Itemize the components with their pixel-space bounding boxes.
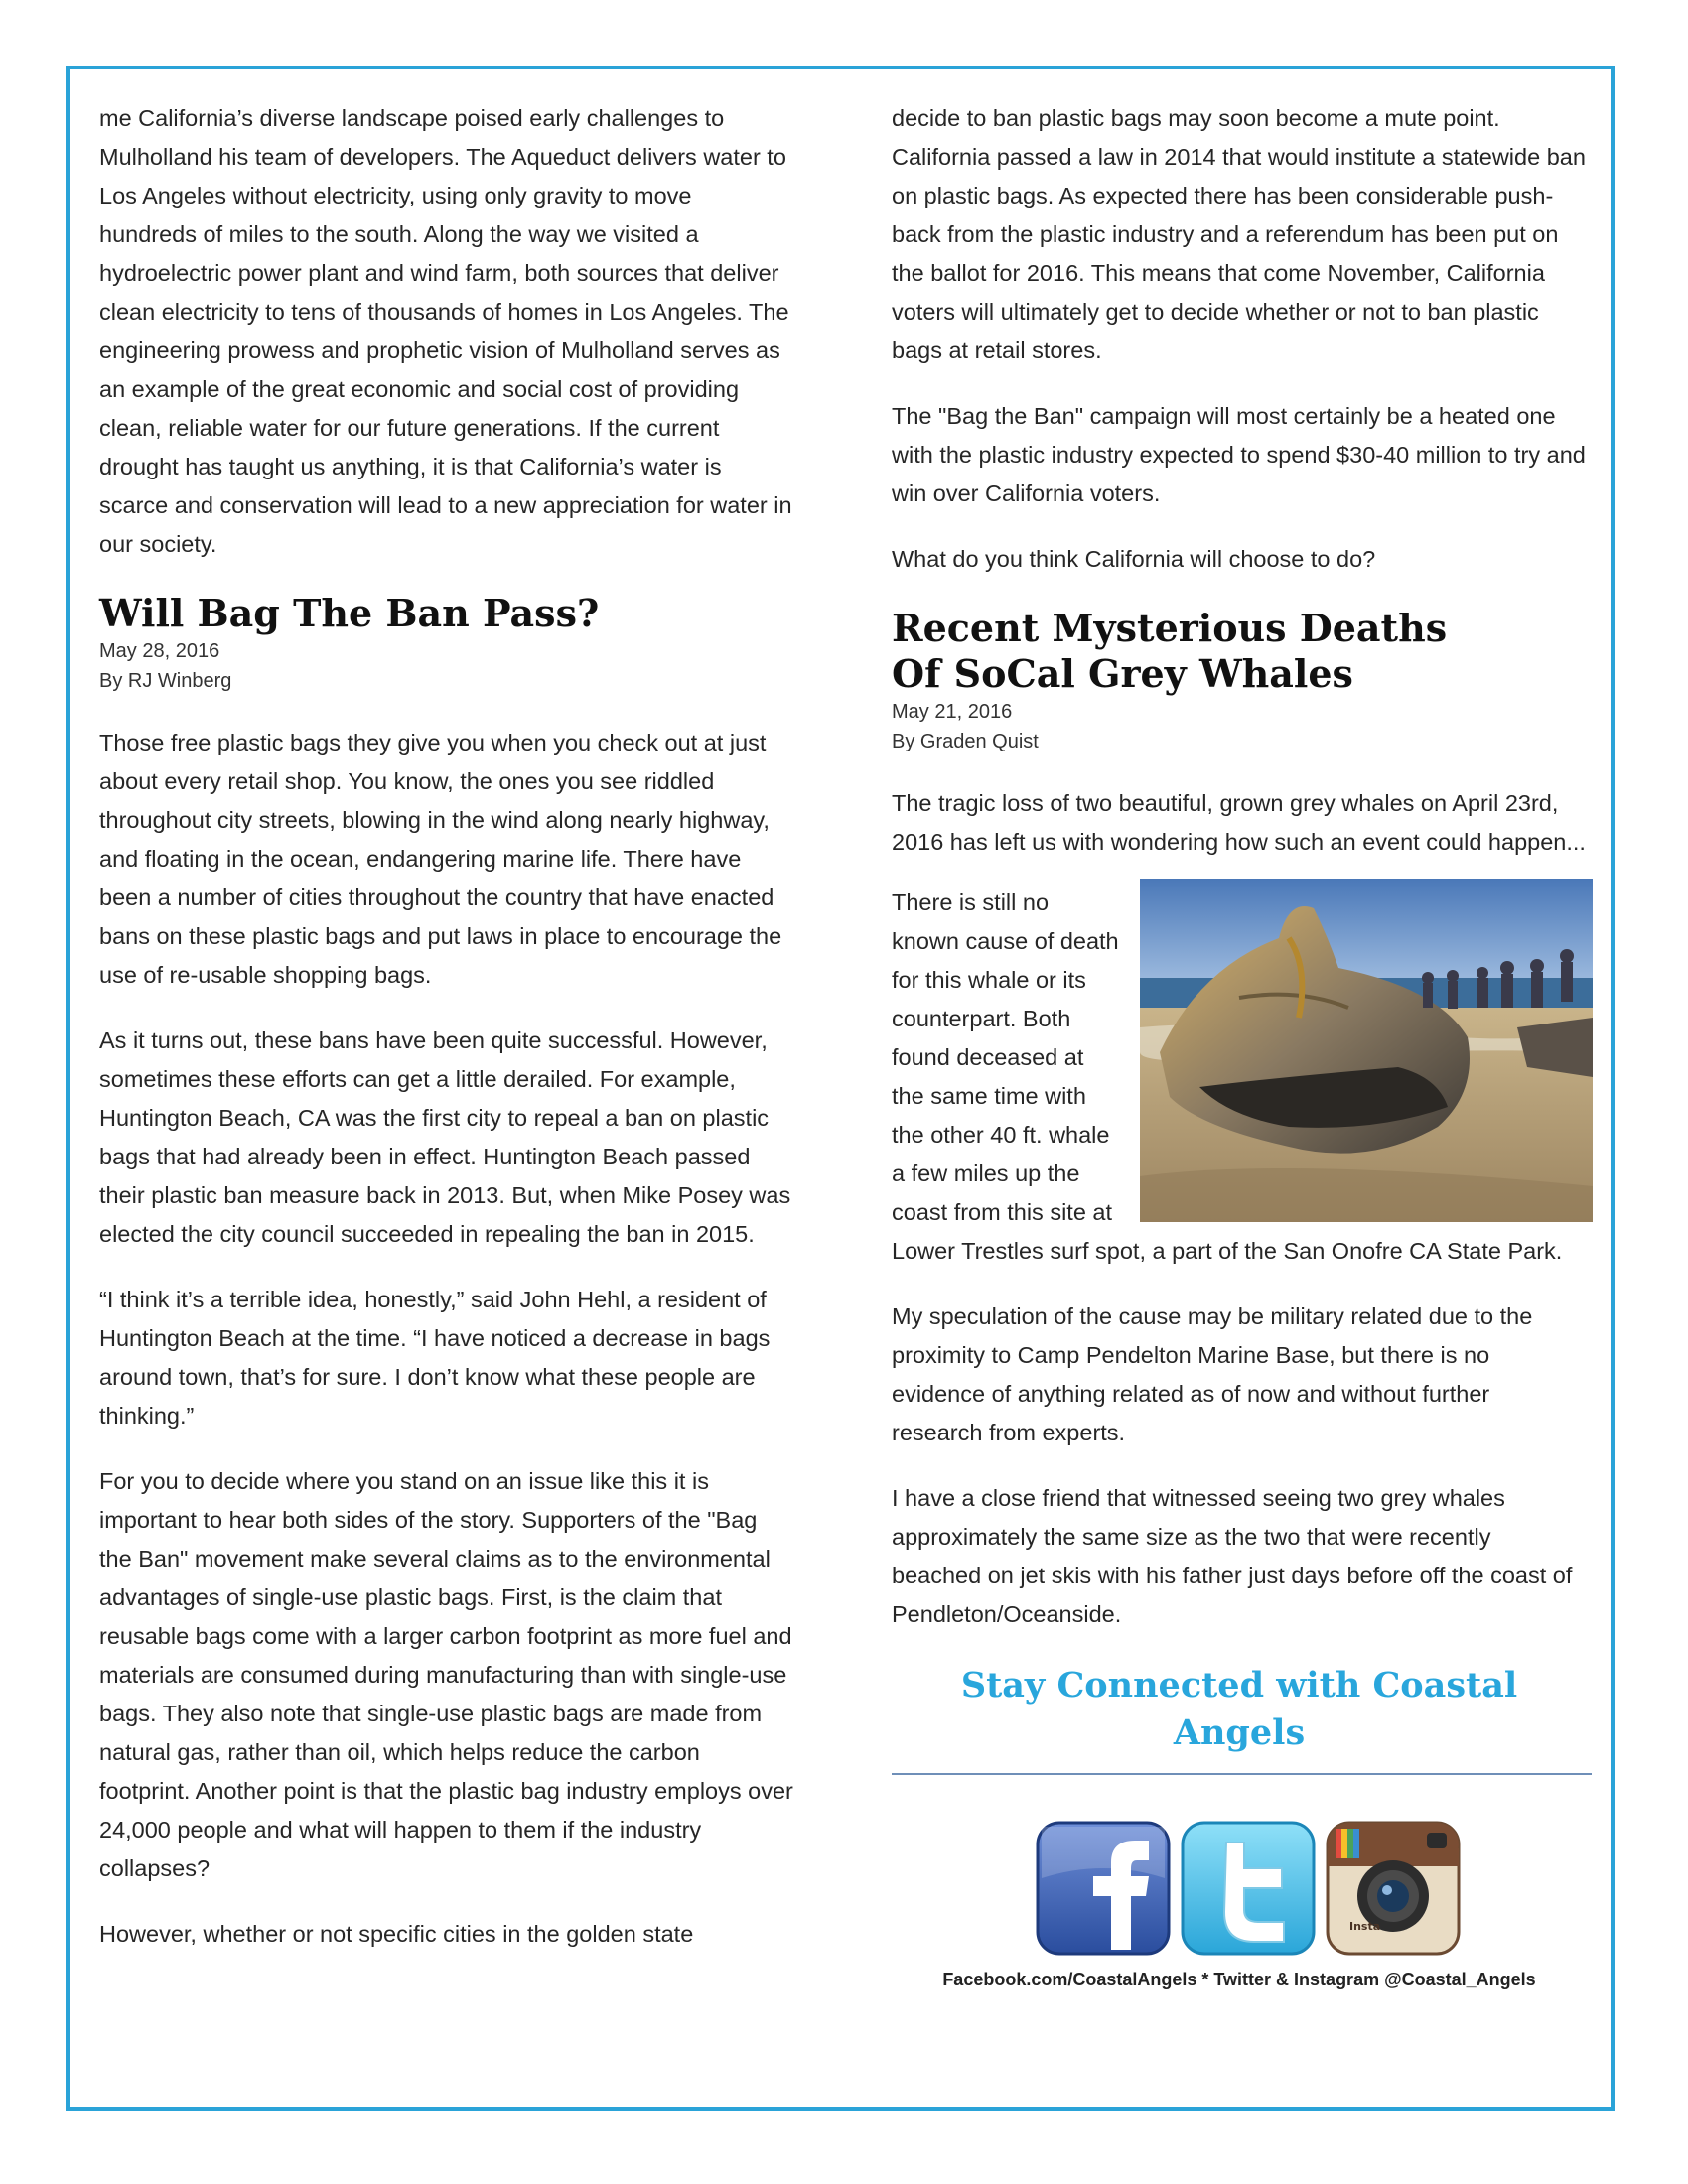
- article-byline: By Graden Quist: [892, 731, 1039, 752]
- article-paragraph: My speculation of the cause may be military related due to the proximity to Camp Pendelton Marine Base, but there is no evidence of anything related as of now and without further research from experts.: [892, 1303, 1533, 1445]
- right-column: [892, 99, 1587, 1990]
- article-paragraph: For you to decide where you stand on an issue like this it is important to hear both sides of the story. Supporters of the "Bag the Ban" movement make several claims as to the environmental advantages of single-use plastic bags. First, is the claim that reusable bags come with a larger carbon footprint as more fuel and materials are consumed during manufacturing than with single-use bags. They also note that single-use plastic bags are made from natural gas, rather than oil, which helps reduce the carbon footprint. Another point is that the plastic bag industry employs over 24,000 people and what will happen to them if the industry collapses?: [99, 1468, 793, 1881]
- left-column: [99, 99, 794, 1980]
- instagram-badge-text: Insta: [1349, 1920, 1381, 1933]
- article-paragraph: I have a close friend that witnessed seeing two grey whales approximately the same size as the two that were recently beached on jet skis with his father just days before off the coast of Pendleton/Oceanside.: [892, 1485, 1573, 1627]
- social-caption: Facebook.com/CoastalAngels * Twitter & Instagram @Coastal_Angels: [942, 1970, 1536, 1989]
- facebook-icon[interactable]: [1034, 1819, 1173, 1958]
- article-paragraph: However, whether or not specific cities in the golden state: [99, 1921, 694, 1947]
- bag-ban-article: [99, 591, 794, 1954]
- article-byline: By RJ Winberg: [99, 670, 232, 692]
- continued-paragraph: The "Bag the Ban" campaign will most certainly be a heated one with the plastic industry expected to spend $30-40 million to try and win over California voters.: [892, 403, 1586, 506]
- article-title: Recent Mysterious Deaths Of SoCal Grey Whales: [892, 606, 1448, 696]
- social-icons: [910, 1819, 1587, 1958]
- wrapped-paragraph: There is still no known cause of death for this whale or its counterpart. Both found deceased at the same time with the other 40 ft. whale a few miles up the coast from this site at Lower Trestles surf spot, a part of the San Onofre CA State Park.: [892, 889, 1563, 1264]
- article-date: May 28, 2016: [99, 640, 220, 662]
- beached-whale-photo: [1140, 879, 1593, 1222]
- article-paragraph: As it turns out, these bans have been quite successful. However, sometimes these efforts can get a little derailed. For example, Huntington Beach, CA was the first city to repeal a ban on plastic bags that had already been in effect. Huntington Beach passed their plastic ban measure back in 2013. But, when Mike Posey was elected the city council succeeded in repealing the ban in 2015.: [99, 1027, 791, 1247]
- article-lead: The tragic loss of two beautiful, grown grey whales on April 23rd, 2016 has left us with wondering how such an event could happen...: [892, 790, 1586, 855]
- continued-paragraph: decide to ban plastic bags may soon become a mute point. California passed a law in 2014 that would institute a statewide ban on plastic bags. As expected there has been considerable push-back from the plastic industry and a referendum has been put on the ballot for 2016. This means that come November, California voters will ultimately get to decide whether or not to ban plastic bags at retail stores.: [892, 105, 1586, 363]
- twitter-icon[interactable]: [1179, 1819, 1318, 1958]
- section-divider: [892, 1773, 1592, 1775]
- instagram-icon[interactable]: [1324, 1819, 1463, 1958]
- article-paragraph: “I think it’s a terrible idea, honestly,” said John Hehl, a resident of Huntington Beach at the time. “I have noticed a decrease in bags around town, that’s for sure. I don’t know what these people are thinking.”: [99, 1287, 771, 1429]
- whale-article: [892, 606, 1587, 1634]
- image-wrap-block: [892, 884, 1587, 1297]
- article-title: Will Bag The Ban Pass?: [99, 591, 600, 635]
- stay-connected-section: [892, 1662, 1587, 1990]
- aqueduct-paragraph: me California’s diverse landscape poised early challenges to Mulholland his team of developers. The Aqueduct delivers water to Los Angeles without electricity, using only gravity to move hundreds of miles to the south. Along the way we visited a hydroelectric power plant and wind farm, both sources that deliver clean electricity to tens of thousands of homes in Los Angeles. The engineering prowess and prophetic vision of Mulholland serves as an example of the great economic and social cost of providing clean, reliable water for our future generations. If the current drought has taught us anything, it is that California’s water is scarce and conservation will lead to a new appreciation for water in our society.: [99, 105, 792, 557]
- continued-paragraph: What do you think California will choose to do?: [892, 546, 1376, 572]
- article-date: May 21, 2016: [892, 701, 1013, 723]
- stay-connected-heading: Stay Connected with Coastal Angels: [960, 1665, 1518, 1753]
- article-paragraph: Those free plastic bags they give you when you check out at just about every retail shop. You know, the ones you see riddled throughout city streets, blowing in the wind along nearly highway, and floating in the ocean, endangering marine life. There have been a number of cities throughout the country that have enacted bans on these plastic bags and put laws in place to encourage the use of re-usable shopping bags.: [99, 730, 782, 988]
